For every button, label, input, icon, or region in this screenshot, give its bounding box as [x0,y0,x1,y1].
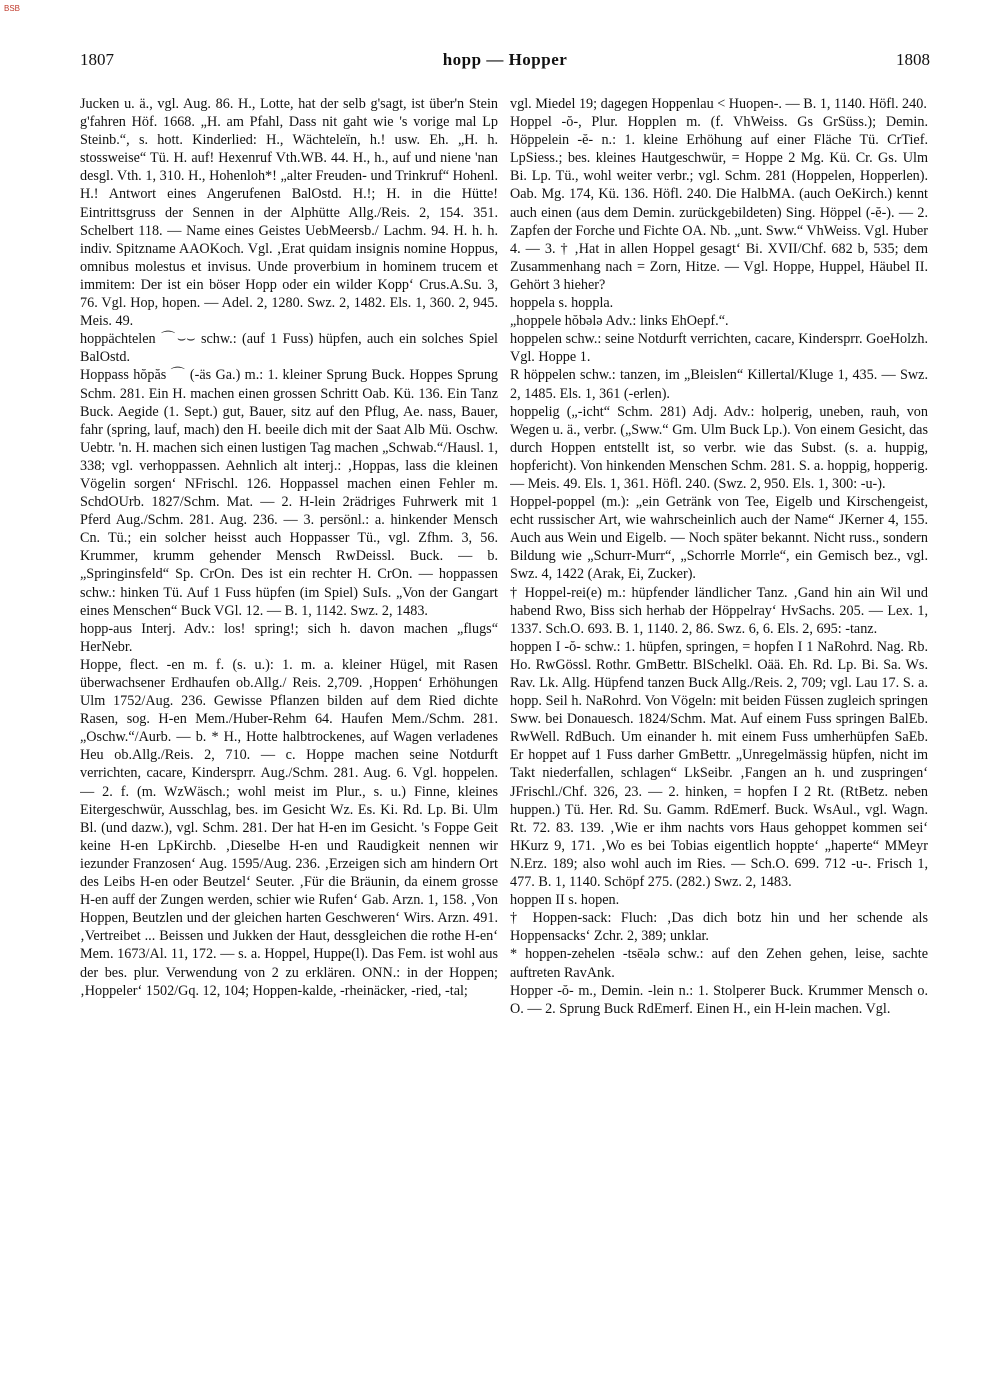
entry-paragraph: Hoppe, flect. -en m. f. (s. u.): 1. m. a. kleiner Hügel, mit Rasen überwachsener Erdhaufen ob.Allg./ Reis. 2,709. ‚Hoppen‘ Erhöhungen Ulm 1752/Aug. 236. Gewisse Pflanzen bilden auf dem Ried dichte Rasen, sog. H-en Mem./Huber-Rehm 64. Haufen Mem./Schm. 281. „Oschw.“/Aurb. — b. * H., Hotte halbtrockenes, auf Wagen verladenes Heu ob.Allg./Reis. 2, 710. — c. Hoppe machen seine Notdurft verrichten, cacare, Kindersprr. Aug./Schm. 281. Aug. 6. Vgl. hoppelen. — 2. f. (m. WzWäsch.; wohl meist im Plur., s. u.) Finne, kleines Eitergeschwür, Ausschlag, bes. im Gesicht Wz. Es. Ki. Rd. Lp. Bi. Ulm Bl. (und dazw.), vgl. Schm. 281. Der hat H-en im Gesicht. 's Foppe Geit keine H-en LpKirchb. ‚Dieselbe H-en und Raudigkeit nennen wir iezunder Franzosen‘ Aug. 1595/Aug. 236. ‚Erzeigen sich am hindern Ort des Leibs H-en oder Beutzel‘ Seuter. ‚Für die Bräunin, da einem grosse H-en auff der Zungen werden, schier wie Rufen‘ Gab. Arzn. 1, 158. ‚Von Hoppen, Beutzlen und der gleichen harten Geschweren‘ Wirs. Arzn. 491. ‚Vertreibet ... Beissen und Jukken der Haut, dessgleichen die rothe H-en‘ Mem. 1673/Al. 11, 172. — s. a. Hoppel, Huppe(l). Das Fem. ist wohl aus der bes. plur. Verwendung von 2 zu erklären. ONN.: in der Hoppen; ‚Hoppeler‘ 1502/Gq. 12, 104; Hoppen-kalde, -rheinäcker, -ried, -tal; [80,656,498,999]
entry-paragraph: † Hoppel-rei(e) m.: hüpfender ländlicher Tanz. ‚Gand hin ain Wil und habend Rwo, Biss sich herhab der Höppelray‘ HvSachs. 205. — Lex. 1, 1337. Sch.O. 693. B. 1, 1140. 2, 86. Swz. 6, 6. Els. 2, 695: -tanz. [510,584,928,637]
entry-paragraph: hoppächtelen ⌒⌣⌣ schw.: (auf 1 Fuss) hüpfen, auch ein solches Spiel BalOstd. [80,331,498,366]
entry-paragraph: vgl. Miedel 19; dagegen Hoppenlau < Huopen-. — B. 1, 1140. Höfl. 240. [510,96,927,112]
entry-paragraph: Jucken u. ä., vgl. Aug. 86. H., Lotte, hat der selb g'sagt, ist über'n Stein g'fahren Höf. 1668. „H. am Pfahl, Dass nit gaht wie 's vorige mal Lp Steinb.“, s. hott. Kinderlied: H., Wächteleïn, h.! usw. Eh. „H. h. stossweise“ Tü. H. auf! Hexenruf Vth.WB. 44. H., h., auf und niene 'nan desgl. Vth. 1, 310. H., Hohenloh*! „alter Freuden- und Trinkruf“ Hohenl. H.! Antwort eines Angerufenen BalOstd. H.!; H. in die Hütte! Eintrittsgruss der Sennen in der Alphütte Allg./Reis. 2, 154. 351. Schelbert 118. — Name eines Geistes UebMeersb./ Lachm. 94. H. h. h. indiv. Spitzname AAOKoch. Vgl. ‚Erat quidam insignis nomine Hoppus, omnibus molestus et invisus. Unde proverbium in hominem trucem et immitem: Der ist ein böser Hopp oder ein wilder Kopp‘ Crus.A.Su. 3, 76. Vgl. Hop, hopen. — Adel. 2, 1280. Swz. 2, 1482. Els. 1, 360. 2, 945. Meis. 49. [80,96,498,330]
entry-paragraph: † Hoppen-sack: Fluch: ‚Das dich botz hin und her schende als Hoppensacks‘ Zchr. 2, 389; unklar. [510,910,928,945]
entry-paragraph: Hoppass hŏpăs ⌒ (-äs Ga.) m.: 1. kleiner Sprung Buck. Hoppes Sprung Schm. 281. Ein H. machen einen grossen Schritt Oab. Kü. 136. Ein Tanz Buck. Aegide (1. Sept.) gut, Bauer, sitz auf den Pflug, Ae. nass, Bauer, fahr (spring, lauf, mach) den H. beeile dich mit der Saat Alb Mü. Oschw. Uebtr. 'n. H. machen sich einen lustigen Tag machen „Schwab.“/Hausl. 1, 338; vgl. verhoppassen. Aehnlich alt interj.: ‚Hoppas, lass die kleinen Vögelin sorgen‘ NFrischl. 126. Hoppassel machen einen Fehler m. SchdOUrb. 1827/Schm. Mat. — 2. H-lein 2rädriges Fuhrwerk mit 1 Pferd Aug./Schm. 281. Aug. 236. — 3. persönl.: a. hinkender Mensch Cn. Tü.; ein solcher heisst auch Hoppasser Tü., vgl. Zfhm. 3, 56. Krummer, krumm gehender Mensch RwDeissl. Buck. — b. „Springinsfeld“ Sp. CrOn. Des ist ein rechter H. CrOn. — hoppassen schw.: hinken Tü. Auf 1 Fuss hüpfen (im Spiel) SuIs. „Von der Gangart eines Menschen“ Buck VGl. 12. — B. 1, 1142. Swz. 2, 1483. [80,367,498,619]
page-number-right: 1808 [896,50,930,69]
column-divider [502,95,503,1335]
right-column [510,95,928,1335]
running-title: hopp — Hopper [442,50,568,69]
entry-paragraph: hoppen I -ŏ- schw.: 1. hüpfen, springen, = hopfen I 1 NaRohrd. Nag. Rb. Ho. RwGössl. Rothr. GmBettr. BlSchelkl. Oää. Eh. Rd. Lp. Bi. Sa. Ws. Rav. Lk. Allg. Hüpfend tanzen Buck Allg./Reis. 2, 709; vgl. Lau 17. S. a. hopp. Seil h. NaRohrd. Von Vögeln: mit beiden Füssen zugleich springen Sww. bei Donauesch. 1824/Schm. Mat. Auf einem Fuss springen BalEb. RwWell. RdBuch. Um einander h. mit einem Fuss umherhüpfen SaEb. Er hoppet auf 1 Fuss darher GmBettr. „Unregelmässig hüpfen, nicht im Takt niederfallen, schlagen“ LkSeibr. ‚Fangen an h. und zuspringen‘ JFrischl./Chf. 326, 23. — 2. hinken, = hopfen I 2 Rt. (RtBetz. neben huppen.) Tü. Her. Rd. Su. Gamm. RdEmerf. Buck. WsAul., vgl. Wagn. Rt. 72. 83. 139. ‚Wie er ihm nachts vors Haus gehoppet kommen sei‘ HKurz 9, 171. ‚Wo es bei Tobias eigentlich hoppte‘ „haperte“ MMeyr N.Erz. 189; also wohl auch im Ries. — Sch.O. 699. 712 -u-. Frisch 1, 477. B. 1, 1140. Schöpf 275. (282.) Swz. 2, 1483. [510,638,928,891]
entry-paragraph: hopp-aus Interj. Adv.: los! spring!; sich h. davon machen „flugs“ HerNebr. [80,620,498,655]
entry-paragraph: * hoppen-zehelen -tsēələ schw.: auf den Zehen gehen, leise, sachte auftreten RavAnk. [510,946,928,981]
entry-paragraph: hoppelen schw.: seine Notdurft verrichten, cacare, Kindersprr. GoeHolzh. Vgl. Hoppe 1. [510,331,928,366]
entry-paragraph: hoppela s. hoppla. [510,295,614,312]
entry-paragraph: Hoppel -ŏ-, Plur. Hopplen m. (f. VhWeiss. Gs GrSüss.); Demin. Höppelein -ĕ- n.: 1. kleine Erhöhung auf einer Fläche Tü. CrTief. LpSiess.; bes. kleines Hautgeschwür, = Hoppe 2 Mg. Kü. Cr. Gs. Ulm Bi. Lp. Tü., wohl weiter verbr.; vgl. Schm. 281 (Hoppelen, Hopperlen). Oab. Mg. 174, Kü. 136. Höfl. 240. Die HalbMA. (auch OeKirch.) kennt auch einen (aus dem Demin. zurückgebildeten) Sing. Höppel (-ĕ-). — 2. Zapfen der Forche und Fichte OA. Nb. „unt. Sww.“ VhWeiss. Vgl. Huber 4. — 3. † ‚Hat in allen Hoppel gesagt‘ Bi. XVII/Chf. 682 b, 535; dem Zusammenhang nach = Zorn, Hitze. — Vgl. Hoppe, Huppel, Häubel II. Gehört 3 hieher? [510,114,928,293]
page-header [80,50,930,80]
page-number-left: 1807 [80,50,114,69]
entry-paragraph: Hopper -ŏ- m., Demin. -lein n.: 1. Stolperer Buck. Krummer Mensch o. O. — 2. Sprung Buck RdEmerf. Einen H., ein H-lein machen. Vgl. [510,982,928,1017]
entry-paragraph: R höppelen schw.: tanzen, im „Bleislen“ Killertal/Kluge 1, 435. — Swz. 2, 1485. Els. 1, 361 (-erlen). [510,367,928,402]
left-column [80,95,498,1335]
entry-paragraph: hoppen II s. hopen. [510,892,620,909]
library-stamp: BSB [4,4,21,13]
entry-paragraph: „hoppele hŏbələ Adv.: links EhOepf.“. [510,313,729,330]
entry-paragraph: Hoppel-poppel (m.): „ein Getränk von Tee, Eigelb und Kirschengeist, echt russischer Art, wie wahrscheinlich auch der Name“ JKerner 4, 155. Auch aus Wein und Eigelb. — Noch später bekannt. Nicht russ., sondern Bildung wie „Schurr-Murr“, „Schorrle Morrle“, ein Gemisch bez., vgl. Swz. 4, 1422 (Arak, Ei, Zucker). [510,494,928,583]
entry-paragraph: hoppelig („-icht“ Schm. 281) Adj. Adv.: holperig, uneben, rauh, von Wegen u. ä., verbr. („Sww.“ Gm. Ulm Buck Lp.). Von einem Gesicht, das durch Hoppen entstellt ist, so verbr. wie das Subst. (s. a. huppig, hopfericht). Von hinkenden Menschen Schm. 281. S. a. hoppig, hopperig. — Meis. 49. Els. 1, 361. Höfl. 240. (Swz. 2, 950. Els. 1, 300: -u-). [510,403,928,492]
